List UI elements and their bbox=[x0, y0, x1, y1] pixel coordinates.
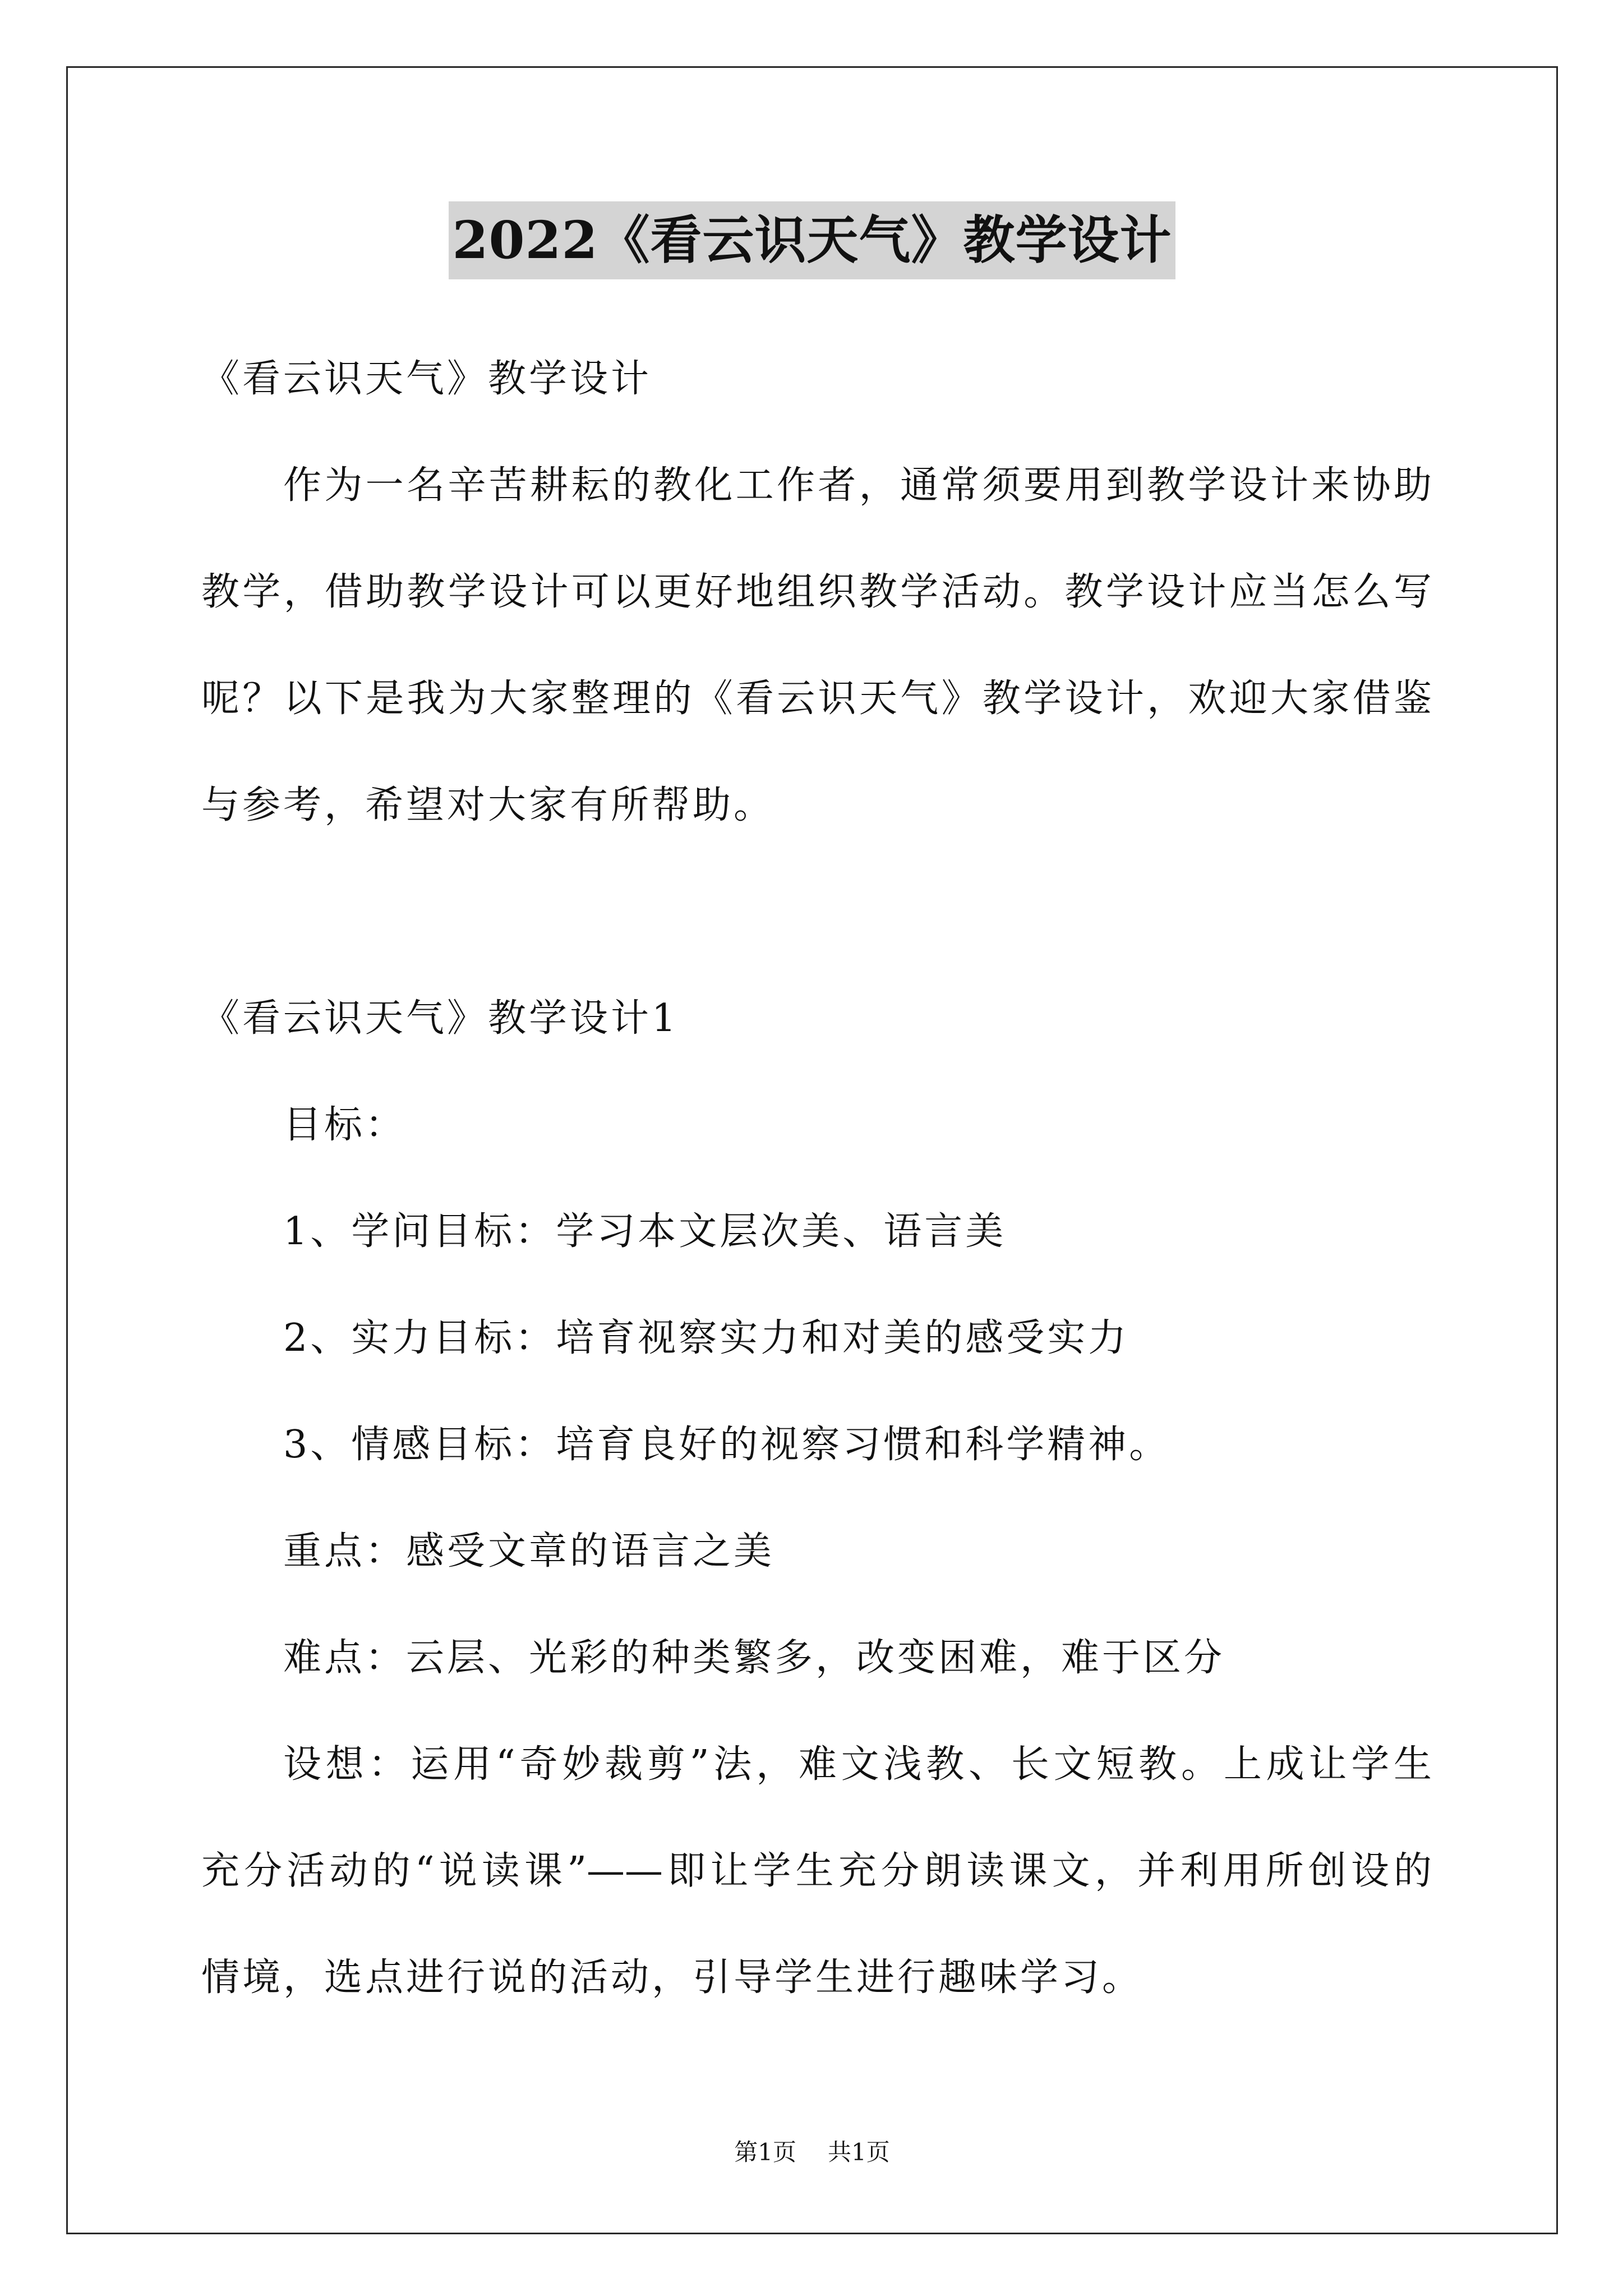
section-heading: 《看云识天气》教学设计1 bbox=[201, 996, 679, 1041]
page-total: 共1页 bbox=[828, 2138, 890, 2166]
document-subtitle: 《看云识天气》教学设计 bbox=[201, 357, 652, 401]
difficulty: 难点：云层、光彩的种类繁多，改变困难，难于区分 bbox=[283, 1636, 1225, 1680]
objectives-label: 目标： bbox=[283, 1103, 407, 1147]
objective-item: 1、学问目标：学习本文层次美、语言美 bbox=[283, 1209, 1007, 1254]
document-body bbox=[201, 326, 1432, 2031]
intro-line: 与参考，希望对大家有所帮助。 bbox=[201, 783, 775, 827]
objective-item: 2、实力目标：培育视察实力和对美的感受实力 bbox=[283, 1316, 1129, 1360]
intro-line: 呢？以下是我为大家整理的《看云识天气》教学设计，欢迎大家借鉴 bbox=[201, 677, 1432, 721]
intro-line: 教学，借助教学设计可以更好地组织教学活动。教学设计应当怎么写 bbox=[201, 570, 1432, 614]
key-point: 重点：感受文章的语言之美 bbox=[283, 1529, 775, 1573]
page-number: 第1页 bbox=[734, 2138, 796, 2166]
objective-item: 3、情感目标：培育良好的视察习惯和科学精神。 bbox=[283, 1423, 1170, 1467]
intro-line: 作为一名辛苦耕耘的教化工作者，通常须要用到教学设计来协助 bbox=[283, 463, 1432, 508]
plan-line: 充分活动的“说读课”——即让学生充分朗读课文，并利用所创设的 bbox=[201, 1849, 1432, 1893]
document-title: 2022《看云识天气》教学设计 bbox=[449, 201, 1175, 279]
plan-line: 情境，选点进行说的活动，引导学生进行趣味学习。 bbox=[201, 1955, 1144, 2000]
paragraph-gap bbox=[201, 859, 1432, 965]
title-container bbox=[66, 201, 1558, 279]
page-footer bbox=[66, 2138, 1558, 2166]
plan-line: 设想：运用“奇妙裁剪”法，难文浅教、长文短教。上成让学生 bbox=[283, 1742, 1432, 1787]
